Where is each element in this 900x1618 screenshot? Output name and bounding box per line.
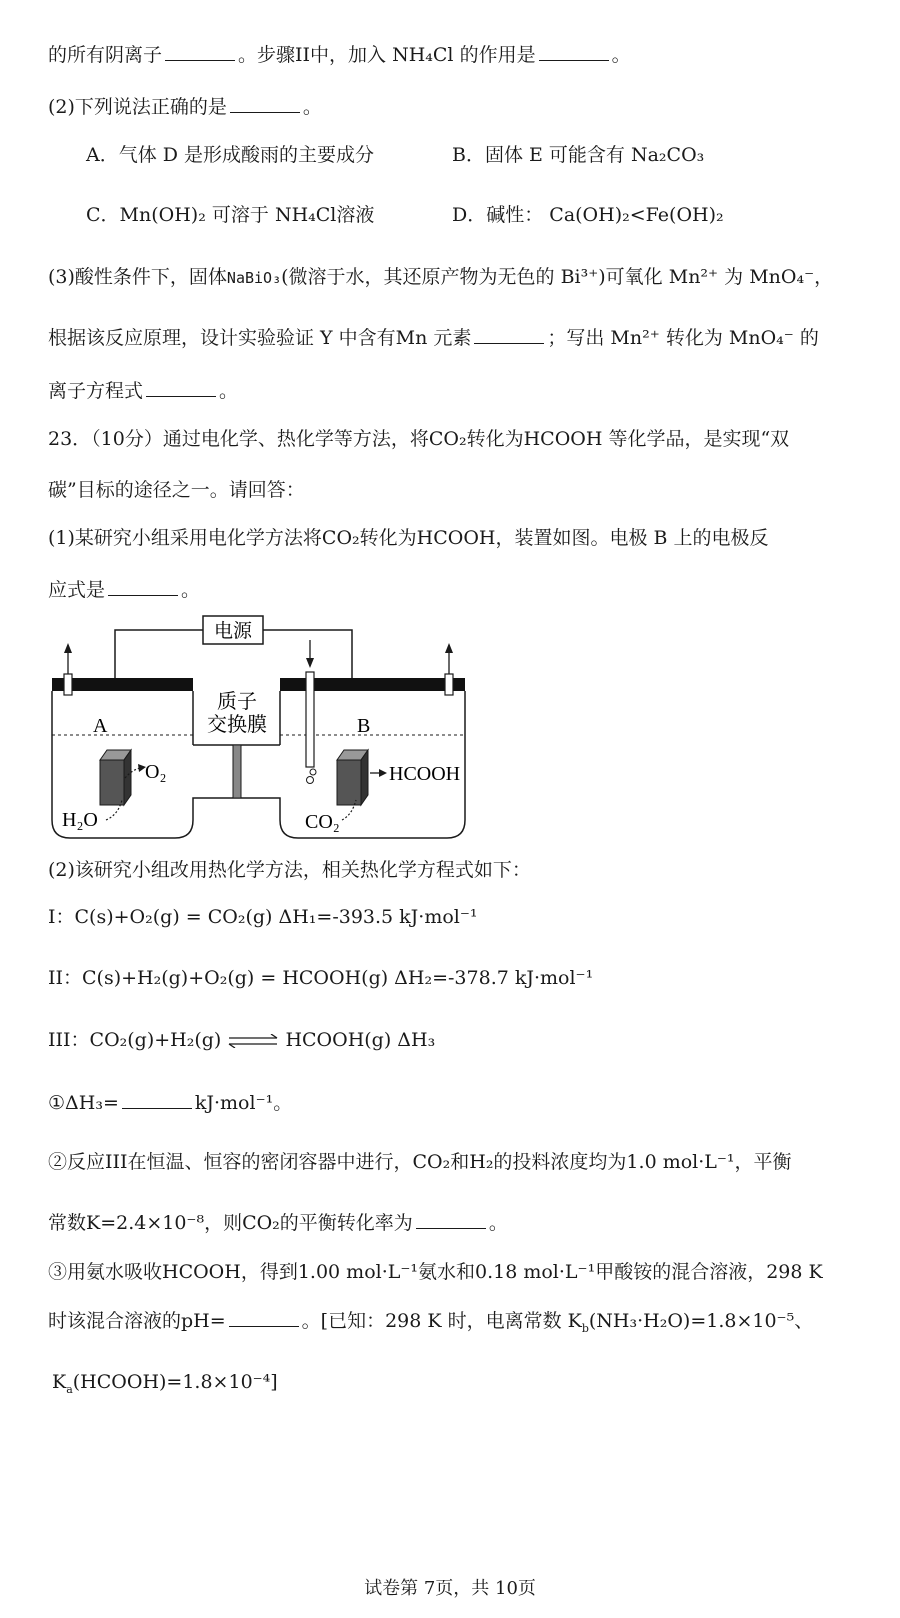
h2o-label: H₂O — [62, 809, 98, 831]
formula: Na₂CO₃ — [630, 144, 705, 166]
electrode-a — [100, 760, 124, 805]
formula: CO₂ — [428, 428, 467, 450]
outlet-tube-left — [64, 674, 72, 695]
answer-blank[interactable] — [108, 577, 178, 596]
arrow-up-icon — [445, 643, 453, 653]
option-b — [452, 143, 704, 167]
text: 碳”目标的途径之一。请回答： — [48, 479, 305, 501]
arrow-up-icon — [64, 643, 72, 653]
electrode-b-edge — [361, 750, 368, 805]
text: 的 — [799, 327, 819, 349]
text: 转化为 — [665, 327, 723, 349]
question-23-line-1 — [48, 427, 789, 451]
electrode-b-label: B — [357, 715, 371, 737]
power-source-label: 电源 — [213, 621, 253, 642]
text: C． — [86, 204, 120, 226]
equation: C(s)+H₂(g)+O₂(g) = HCOOH(g) ΔH₂=-378.7 kJ·mol⁻¹ — [82, 967, 594, 989]
question-23-1-line-1 — [48, 526, 769, 550]
lid-left — [52, 678, 193, 691]
question-3-line-2 — [48, 325, 819, 350]
answer-blank[interactable] — [165, 42, 235, 61]
question-2: (2)下列说法正确的是 。 — [48, 96, 322, 118]
equation-1 — [48, 905, 478, 929]
text: (NH₃·H₂O)=1.8×10⁻⁵、 — [588, 1310, 814, 1332]
subscript: a — [66, 1382, 73, 1396]
sub-question-1 — [48, 1090, 292, 1115]
wire-right — [263, 630, 352, 678]
equation-2 — [48, 966, 593, 990]
sub-question-2-line-2: 常数K=2.4×10⁻⁸，则CO₂的平衡转化率为 。 — [48, 1212, 508, 1234]
text: 。步骤II中，加入 — [238, 44, 387, 66]
answer-blank[interactable] — [146, 378, 216, 397]
text: 转化为HCOOH 等化学品，是实现“双 — [466, 428, 790, 450]
text: ②反应III在恒温、恒容的密闭容器中进行，CO₂和H₂的投料浓度均为1.0 mol·L⁻¹，平衡 — [48, 1151, 792, 1173]
electrode-b — [337, 760, 361, 805]
answer-blank[interactable] — [230, 94, 300, 113]
formula: Bi³⁺ — [560, 266, 599, 288]
outlet-tube-right — [445, 674, 453, 695]
text: (HCOOH)=1.8×10⁻⁴] — [72, 1371, 278, 1393]
sub-question-3-line-2 — [48, 1308, 813, 1341]
question-23-1-line-2: 应式是 。 — [48, 579, 201, 601]
sub-question-2-line-1 — [48, 1150, 792, 1174]
text: D．碱性： — [452, 204, 544, 226]
text: 的所有阴离子 — [48, 44, 163, 66]
answer-blank[interactable] — [122, 1090, 192, 1109]
text: ；写出 — [547, 327, 605, 349]
question-3-line-3: 离子方程式 。 — [48, 380, 239, 402]
equation: CO₂(g)+H₂(g) — [89, 1029, 222, 1051]
proton-exchange-membrane — [233, 745, 241, 798]
answer-blank[interactable] — [416, 1210, 486, 1229]
subscript: b — [581, 1321, 589, 1335]
membrane-label-1: 质子 — [217, 691, 257, 713]
text: 离子方程式 — [48, 380, 144, 402]
membrane-label-2: 交换膜 — [207, 714, 267, 736]
formula: MnO₄⁻ — [728, 327, 794, 349]
text: K — [52, 1371, 67, 1393]
option-c — [86, 203, 374, 227]
text: (2)该研究小组改用热化学方法，相关热化学方程式如下： — [48, 859, 531, 881]
label: II： — [48, 967, 83, 989]
text: (3)酸性条件下，固体 — [48, 266, 227, 288]
text: (2)下列说法正确的是 — [48, 96, 227, 118]
option-a — [86, 143, 374, 167]
formula: Mn(OH)₂ — [119, 204, 206, 226]
equation: HCOOH(g) ΔH₃ — [285, 1029, 436, 1051]
arrow-right-icon — [379, 769, 387, 777]
electrode-a-label: A — [93, 715, 108, 737]
formula: MnO₄⁻ — [749, 266, 815, 288]
formula: Ca(OH)₂<Fe(OH)₂ — [549, 204, 724, 226]
text: 为 — [724, 266, 744, 288]
o2-label: O₂ — [145, 761, 167, 783]
equation: C(s)+O₂(g) = CO₂(g) ΔH₁=-393.5 kJ·mol⁻¹ — [74, 906, 478, 928]
text: 23．（10分）通过电化学、热化学等方法，将 — [48, 428, 429, 450]
equilibrium-arrow-icon — [227, 1034, 279, 1048]
option-d — [452, 203, 724, 227]
sub-question-3-line-3 — [52, 1370, 278, 1402]
bubble — [307, 777, 314, 784]
text: ③用氨水吸收HCOOH，得到1.00 mol·L⁻¹氨水和0.18 mol·L⁻¹甲酸铵的混合溶液，298 K — [48, 1261, 823, 1283]
hcooh-label: HCOOH — [389, 763, 461, 785]
formula: NH₄Cl — [392, 44, 454, 66]
text: 转化为HCOOH，装置如图。电极 B 上的电极反 — [359, 527, 769, 549]
question-23-2 — [48, 858, 531, 882]
text: 时该混合溶液的pH= — [48, 1310, 226, 1332]
gas-inlet-tube — [306, 672, 314, 767]
question-3-line-1: (3)酸性条件下，固体NaBiO₃(微溶于水，其还原产物为无色的 Bi³⁺)可氧化 Mn²⁺ 为 MnO₄⁻， — [48, 266, 834, 288]
wire-left — [115, 630, 203, 678]
text: B．固体 E 可能含有 — [452, 144, 625, 166]
question-23-line-2 — [48, 478, 305, 502]
question-line-1: 的所有阴离子 。步骤II中，加入 NH₄Cl 的作用是 。 — [48, 44, 631, 66]
text: A．气体 D 是形成酸雨的主要成分 — [86, 144, 375, 166]
label: I： — [48, 906, 75, 928]
text: 溶液 — [336, 204, 375, 226]
text: (微溶于水，其还原产物为无色的 — [281, 266, 555, 288]
text: (1)某研究小组采用电化学方法将 — [48, 527, 322, 549]
text: ①ΔH₃= — [48, 1092, 119, 1114]
text: 的作用是 — [459, 44, 536, 66]
arrow-down-icon — [306, 658, 314, 668]
label: III： — [48, 1029, 90, 1051]
co2-label: CO₂ — [305, 811, 340, 833]
text: kJ·mol⁻¹。 — [194, 1092, 293, 1114]
text: 可溶于 — [211, 204, 269, 226]
electrolysis-apparatus-diagram — [40, 610, 480, 845]
bubble — [310, 769, 316, 775]
formula: Mn²⁺ — [610, 327, 660, 349]
text: 根据该反应原理，设计实验验证 Y 中含有Mn 元素 — [48, 327, 472, 349]
formula: NH₄Cl — [274, 204, 337, 226]
answer-blank[interactable] — [229, 1308, 299, 1327]
page-footer: 试卷第 7页，共 10页 — [364, 1578, 536, 1599]
answer-blank[interactable] — [539, 42, 609, 61]
sub-question-3-line-1 — [48, 1260, 823, 1284]
formula: NaBiO₃ — [226, 269, 282, 287]
text: 常数K=2.4×10⁻⁸，则CO₂的平衡转化率为 — [48, 1212, 413, 1234]
text: )可氧化 — [598, 266, 663, 288]
text: 应式是 — [48, 579, 106, 601]
equation-3 — [48, 1028, 435, 1052]
answer-blank[interactable] — [474, 325, 544, 344]
formula: CO₂ — [321, 527, 360, 549]
text: 。[已知：298 K 时，电离常数 K — [301, 1310, 582, 1332]
formula: Mn²⁺ — [668, 266, 719, 288]
